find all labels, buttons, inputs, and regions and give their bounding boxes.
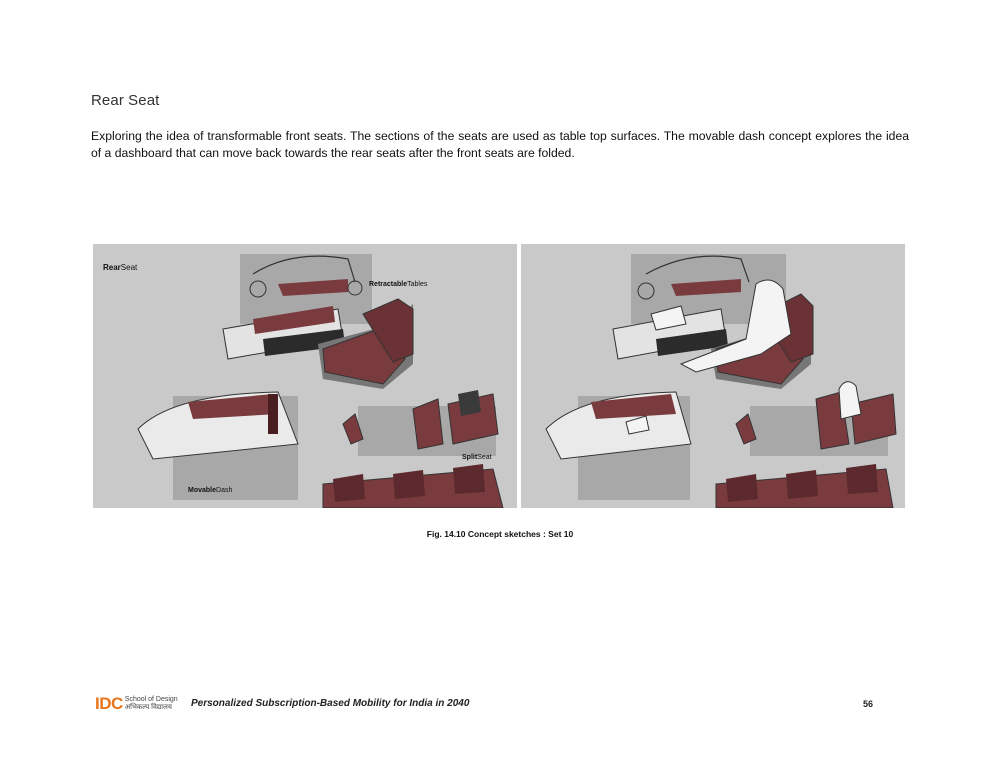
label-split-seat: SplitSeat [462, 454, 492, 461]
seat-row-sketch [846, 464, 878, 494]
logo-line1: School of Design [124, 696, 178, 703]
sketch-panel-left [93, 244, 517, 508]
logo-mark: IDC [95, 694, 123, 713]
label-rear-seat: RearSeat [103, 263, 138, 272]
passenger-figure-sketch [839, 382, 861, 419]
section-heading: Rear Seat [91, 92, 160, 109]
page-number: 56 [863, 699, 874, 709]
seat-row-sketch [333, 474, 365, 502]
split-seat-sketch [458, 390, 481, 416]
label-movable-dash: MovableDash [188, 487, 233, 494]
figure-caption: Fig. 14.10 Concept sketches : Set 10 [426, 529, 574, 539]
sketch-drawing-left [93, 244, 517, 508]
seat-row-sketch [453, 464, 485, 494]
section-paragraph: Exploring the idea of transformable front seats. The sections of the seats are used as table top surfaces. The movable dash concept explores the idea of a dashboard that can move back towards the rear seats after the front seats are folded. [91, 129, 909, 160]
logo-text [125, 696, 178, 712]
label-retractable-tables: RetractableTables [369, 281, 428, 288]
dash-pillar-sketch [268, 394, 278, 434]
footer-title: Personalized Subscription-Based Mobility for India in 2040 [191, 698, 470, 709]
seat-row-sketch [726, 474, 758, 502]
sketch-panel-right [521, 244, 905, 508]
seat-row-sketch [786, 470, 818, 499]
idc-logo [95, 694, 178, 714]
sketch-drawing-right [521, 244, 905, 508]
seat-row-sketch [393, 470, 425, 499]
logo-line2: अभिकल्प विद्यालय [124, 704, 172, 711]
